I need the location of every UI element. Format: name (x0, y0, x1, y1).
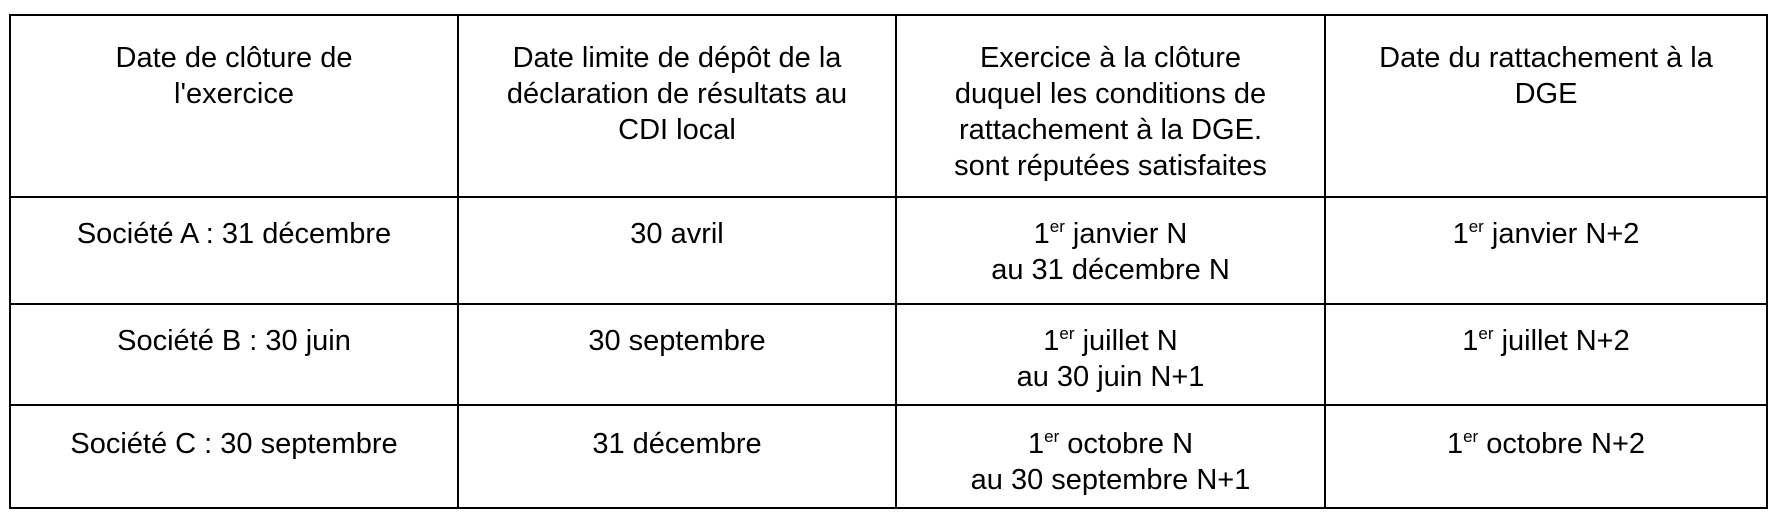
period-start-text: juillet N (1074, 325, 1178, 357)
header-filing-deadline (458, 15, 896, 197)
ordinal-suffix: er (1059, 324, 1075, 343)
cell-text: 30 septembre (588, 325, 766, 357)
ordinal-suffix: er (1044, 427, 1060, 446)
header-line: Date limite de dépôt de la (512, 42, 842, 74)
period-start (897, 323, 1324, 359)
dge-attachment-table (9, 14, 1768, 509)
period-end: au 31 décembre N (991, 254, 1230, 286)
header-line: rattachement à la DGE. (958, 114, 1263, 146)
table-header-row (10, 15, 1767, 197)
attachment-date (1326, 426, 1766, 462)
ordinal-number: 1 (1043, 325, 1060, 357)
header-line: DGE (1514, 78, 1578, 110)
period-start-text: octobre N (1059, 428, 1194, 460)
cell-closing-date (10, 197, 458, 304)
ordinal-suffix: er (1468, 217, 1484, 236)
ordinal-suffix: er (1478, 324, 1494, 343)
header-line: Date du rattachement à la (1379, 42, 1713, 74)
cell-qualifying-period (896, 304, 1325, 405)
attachment-date (1326, 216, 1766, 252)
header-attachment-date (1325, 15, 1767, 197)
cell-attachment-date (1325, 304, 1767, 405)
period-start-text: janvier N (1064, 218, 1188, 250)
ordinal-number: 1 (1446, 428, 1464, 460)
header-line: sont réputées satisfaites (954, 150, 1267, 182)
cell-qualifying-period (896, 405, 1325, 508)
attachment-date (1326, 323, 1766, 359)
cell-attachment-date (1325, 197, 1767, 304)
header-line: l'exercice (174, 78, 294, 110)
cell-filing-deadline (458, 304, 896, 405)
cell-attachment-date (1325, 405, 1767, 508)
header-qualifying-period (896, 15, 1325, 197)
ordinal-number: 1 (1452, 218, 1469, 250)
header-line: CDI local (618, 114, 736, 146)
ordinal-number: 1 (1027, 428, 1045, 460)
cell-filing-deadline (458, 197, 896, 304)
table-row (10, 304, 1767, 405)
attachment-date-text: octobre N+2 (1478, 428, 1646, 460)
period-end: au 30 juin N+1 (1016, 361, 1205, 393)
ordinal-suffix: er (1049, 217, 1065, 236)
ordinal-number: 1 (1033, 218, 1050, 250)
cell-text: 31 décembre (592, 428, 762, 460)
ordinal-suffix: er (1463, 427, 1479, 446)
cell-qualifying-period (896, 197, 1325, 304)
header-line: déclaration de résultats au (506, 78, 848, 110)
period-end: au 30 septembre N+1 (970, 464, 1251, 496)
period-start (897, 426, 1324, 462)
cell-text: Société A : 31 décembre (76, 218, 392, 250)
table-row (10, 197, 1767, 304)
attachment-date-text: juillet N+2 (1493, 325, 1630, 357)
header-line: duquel les conditions de (954, 78, 1267, 110)
header-line: Exercice à la clôture (979, 42, 1242, 74)
ordinal-number: 1 (1462, 325, 1479, 357)
cell-text: 30 avril (630, 218, 724, 250)
cell-closing-date (10, 304, 458, 405)
cell-closing-date (10, 405, 458, 508)
table-row (10, 405, 1767, 508)
cell-text: Société B : 30 juin (117, 325, 351, 357)
cell-text: Société C : 30 septembre (70, 428, 398, 460)
period-start (897, 216, 1324, 252)
header-line: Date de clôture de (115, 42, 353, 74)
header-closing-date (10, 15, 458, 197)
attachment-date-text: janvier N+2 (1483, 218, 1640, 250)
cell-filing-deadline (458, 405, 896, 508)
